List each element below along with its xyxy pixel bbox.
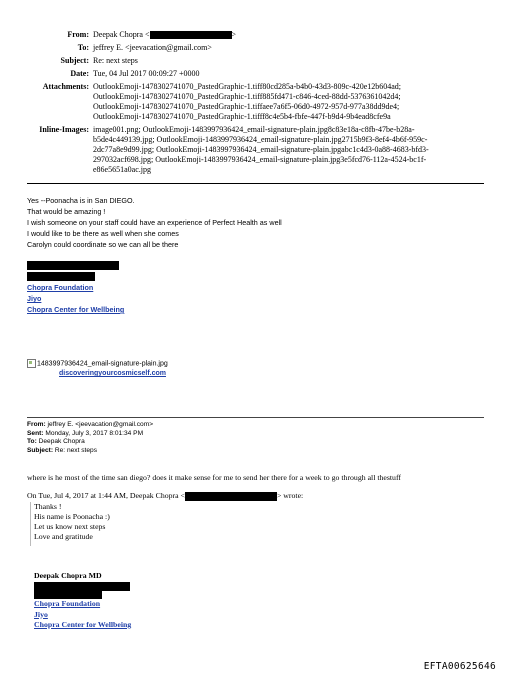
inline-images-label: Inline-Images: [39, 125, 89, 134]
subject-label: Subject: [60, 56, 89, 65]
forward-divider [27, 417, 484, 418]
from-tail: > [231, 30, 237, 39]
link-chopra-foundation[interactable]: Chopra Foundation [34, 599, 101, 608]
quote-intro-text: On Tue, Jul 4, 2017 at 1:44 AM, Deepak Chopra < [27, 491, 185, 500]
quote-line: Thanks ! [34, 502, 62, 511]
message-line: I would like to be there as well when she comes [27, 229, 179, 238]
signature-image [27, 359, 168, 377]
quote-intro [27, 491, 303, 502]
to-value: jeffrey E. <jeevacation@gmail.com> [93, 43, 212, 52]
date-value: Tue, 04 Jul 2017 00:09:27 +0000 [93, 69, 200, 78]
bates-number: EFTA00625646 [423, 661, 496, 672]
forward-to-value: Deepak Chopra [38, 438, 85, 446]
date-label: Date: [70, 69, 89, 78]
message-line: Yes --Poonacha is in San DIEGO. [27, 196, 135, 205]
forward-subject [27, 447, 153, 456]
message-line: That would be amazing ! [27, 207, 106, 216]
attachment-line: OutlookEmoji-1478302741070_PastedGraphic-1.tiff80cd285a-b4b0-43d3-809c-420e12b604ad; [93, 82, 402, 91]
message-line: Carolyn could coordinate so we can all be there [27, 240, 179, 249]
quoted-message [34, 502, 110, 542]
attachment-line: OutlookEmoji-1478302741070_PastedGraphic-1.tifff8c4e5b4-fbfe-447f-b9d4-9b4ead8cfe9a [93, 112, 391, 121]
redaction-bar [185, 492, 277, 501]
redaction-bar [34, 582, 130, 591]
from-label: From: [67, 30, 89, 39]
redaction-bar [27, 261, 119, 270]
quote-line: His name is Poonacha :) [34, 512, 110, 521]
forward-to [27, 438, 153, 447]
forward-subject-value: Re: next steps [54, 446, 98, 454]
signature-name: Deepak Chopra MD [34, 571, 102, 580]
attachment-line: OutlookEmoji-1478302741070_PastedGraphic-1.tiffaee7a6f5-06d0-4972-957d-977a38dd9de4; [93, 102, 400, 111]
header-divider [27, 183, 484, 184]
link-chopra-foundation[interactable]: Chopra Foundation [27, 283, 94, 292]
redaction-bar [34, 591, 102, 599]
to-label: To: [77, 43, 89, 52]
broken-image-icon [27, 359, 36, 368]
forward-from [27, 421, 153, 430]
quote-line: Let us know next steps [34, 522, 106, 531]
attachments-label: Attachments: [42, 82, 89, 91]
link-discovering-cosmic-self[interactable]: discoveringyourcosmicself.com [59, 370, 166, 377]
forward-header [27, 421, 153, 455]
from-name: Deepak Chopra < [93, 30, 150, 39]
forward-from-value: jeffrey E. <jeevacation@gmail.com> [47, 421, 154, 428]
redaction-bar [27, 272, 95, 281]
signature-links-2 [34, 599, 131, 631]
forward-subject-label: Subject: [27, 446, 54, 454]
forward-from-label: From: [27, 421, 46, 428]
redaction-bar [150, 31, 232, 39]
link-chopra-center[interactable]: Chopra Center for Wellbeing [34, 620, 132, 629]
forward-sent [27, 430, 153, 439]
image-alt-text: 1483997936424_email-signature-plain.jpg [37, 360, 168, 368]
message-line: I wish someone on your staff could have an experience of Perfect Health as well [27, 218, 282, 227]
inline-image-line: image001.png; OutlookEmoji-1483997936424_email-signature-plain.jpg8c83e18a-c8fb-47be-b28a- [93, 125, 415, 134]
forward-sent-label: Sent: [27, 429, 44, 437]
inline-image-line: 297032acf698.jpg; OutlookEmoji-1483997936424_email-signature-plain.jpg3e5fcd76-112a-4524-bc1f- [93, 155, 427, 164]
message-body [27, 195, 282, 250]
signature-links [27, 282, 124, 315]
forward-body: where is he most of the time san diego? does it make sense for me to send her there for a week to go through all thestuff [27, 473, 401, 482]
quote-line: Love and gratitude [34, 532, 93, 541]
quote-bar [30, 502, 31, 546]
attachment-line: OutlookEmoji-1478302741070_PastedGraphic-1.tiff885fd471-c846-4ced-88dd-5376361042d4; [93, 92, 401, 101]
inline-image-line: e86e5651a0ac.jpg [93, 165, 151, 174]
from-value [93, 30, 488, 40]
link-jiyo[interactable]: Jiyo [27, 294, 42, 303]
forward-sent-value: Monday, July 3, 2017 8:01:34 PM [45, 429, 144, 437]
inline-image-line: 2dc77a8e9d99.jpg; OutlookEmoji-1483997936424_email-signature-plain.jpgabc1c4d3-0a88-4683-bfd3- [93, 145, 429, 154]
link-chopra-center[interactable]: Chopra Center for Wellbeing [27, 305, 125, 314]
subject-value: Re: next steps [93, 56, 138, 65]
link-jiyo[interactable]: Jiyo [34, 609, 48, 619]
inline-image-line: b5de4c449139.jpg; OutlookEmoji-1483997936424_email-signature-plain.jpg2715b9f3-8ef4-4b6f-959c- [93, 135, 428, 144]
forward-to-label: To: [27, 438, 37, 446]
quote-intro-tail: > wrote: [276, 491, 304, 500]
